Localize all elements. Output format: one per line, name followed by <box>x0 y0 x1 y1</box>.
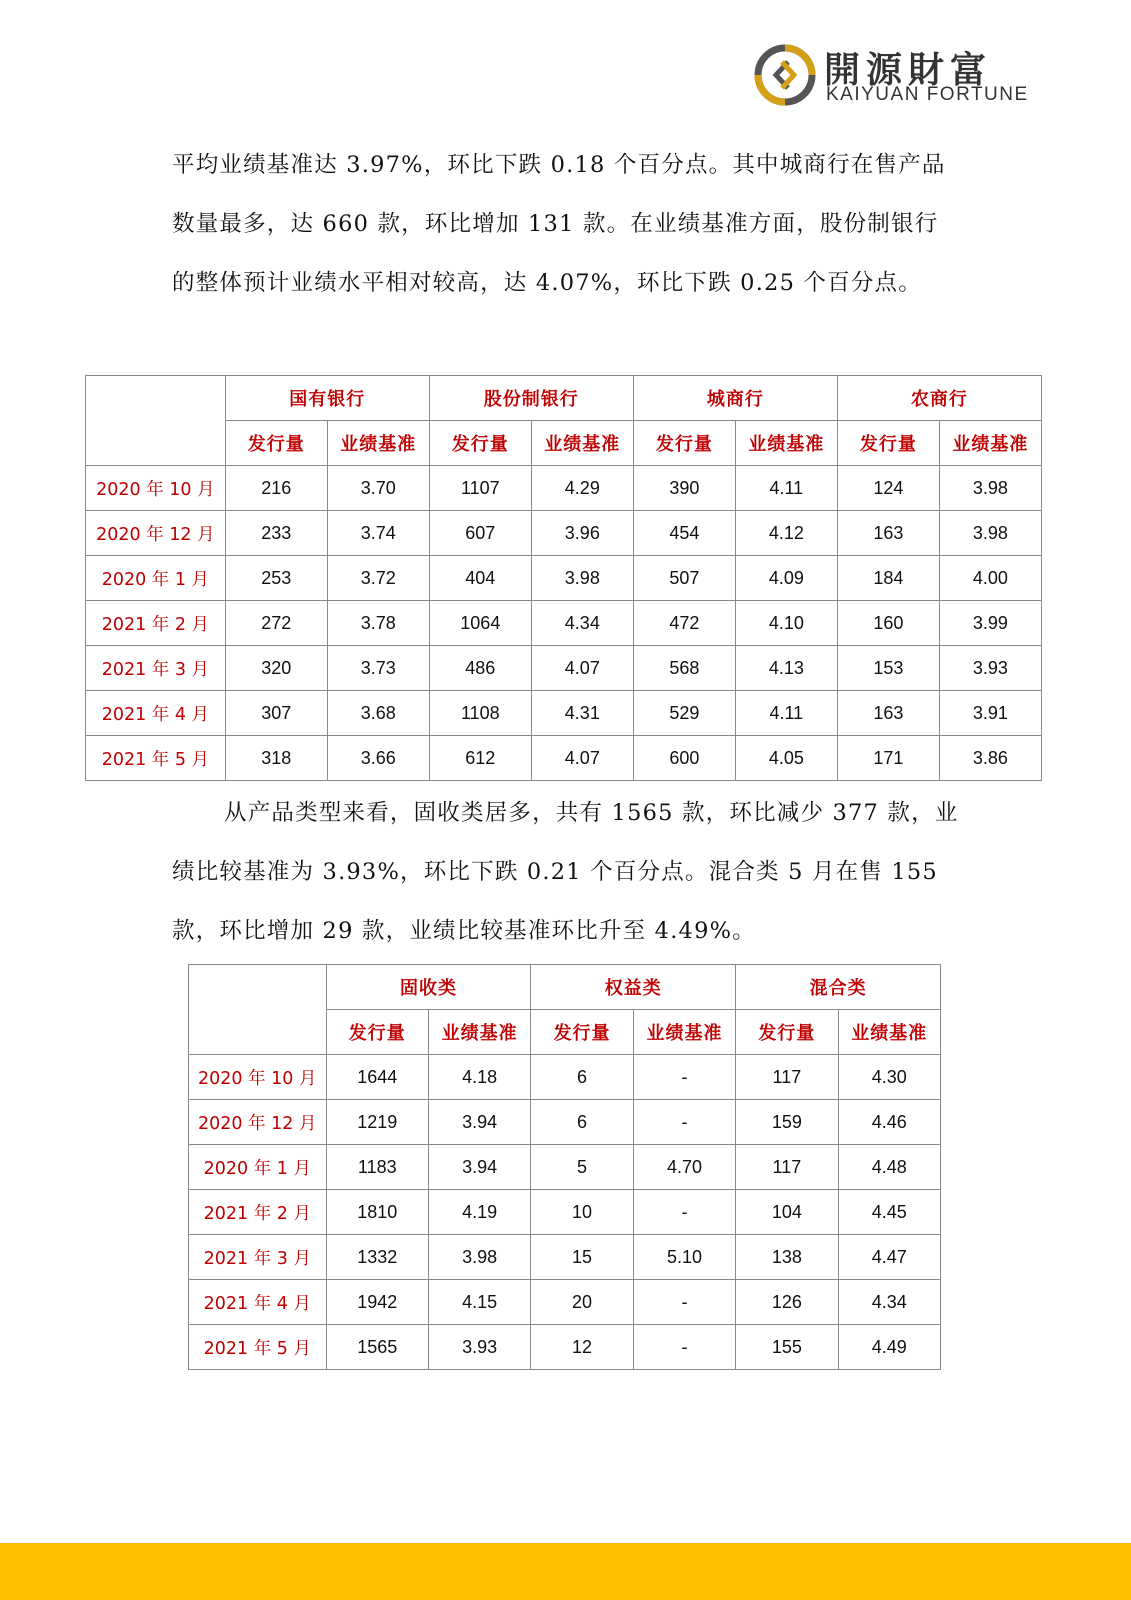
table-cell: 3.70 <box>327 466 429 511</box>
table-subheader-row <box>86 421 1042 466</box>
table-cell: 233 <box>225 511 327 556</box>
table-cell: 1644 <box>326 1055 428 1100</box>
table-group-header: 混合类 <box>736 965 941 1010</box>
table-cell: - <box>633 1055 735 1100</box>
table-subheader: 业绩基准 <box>735 421 837 466</box>
table-cell: 3.94 <box>428 1100 530 1145</box>
brand-logo <box>752 42 1042 112</box>
table-cell: 3.74 <box>327 511 429 556</box>
table-cell: 4.18 <box>428 1055 530 1100</box>
table-cell: 184 <box>837 556 939 601</box>
table-cell: 3.94 <box>428 1145 530 1190</box>
table-subheader: 发行量 <box>633 421 735 466</box>
table-body <box>86 466 1042 781</box>
table-subheader: 发行量 <box>531 1010 633 1055</box>
table-group-header: 股份制银行 <box>429 376 633 421</box>
row-date-label: 2021 年 3 月 <box>86 646 226 691</box>
table-cell: 1064 <box>429 601 531 646</box>
table-cell: 4.15 <box>428 1280 530 1325</box>
table-cell: 5 <box>531 1145 633 1190</box>
table-row <box>86 466 1042 511</box>
row-date-label: 2020 年 1 月 <box>189 1145 327 1190</box>
table-cell: 472 <box>633 601 735 646</box>
table-cell: 1942 <box>326 1280 428 1325</box>
table-row <box>86 556 1042 601</box>
table-cell: 3.73 <box>327 646 429 691</box>
table-cell: 6 <box>531 1055 633 1100</box>
table-cell: 1219 <box>326 1100 428 1145</box>
row-date-label: 2020 年 1 月 <box>86 556 226 601</box>
table-cell: - <box>633 1325 735 1370</box>
table-cell: 171 <box>837 736 939 781</box>
table-cell: 126 <box>736 1280 838 1325</box>
table-cell: 159 <box>736 1100 838 1145</box>
table-corner-cell <box>189 965 327 1055</box>
table-cell: 607 <box>429 511 531 556</box>
row-date-label: 2021 年 2 月 <box>86 601 226 646</box>
table-cell: 4.07 <box>531 646 633 691</box>
row-date-label: 2021 年 4 月 <box>189 1280 327 1325</box>
row-date-label: 2020 年 10 月 <box>86 466 226 511</box>
row-date-label: 2021 年 4 月 <box>86 691 226 736</box>
table-cell: 253 <box>225 556 327 601</box>
table-row <box>86 691 1042 736</box>
table-cell: 4.00 <box>939 556 1041 601</box>
table-cell: 600 <box>633 736 735 781</box>
table-cell: 155 <box>736 1325 838 1370</box>
table-cell: 4.29 <box>531 466 633 511</box>
kaiyuan-logo-icon <box>752 42 818 108</box>
table-subheader: 发行量 <box>837 421 939 466</box>
row-date-label: 2021 年 3 月 <box>189 1235 327 1280</box>
table-cell: 1183 <box>326 1145 428 1190</box>
table-cell: 4.46 <box>838 1100 940 1145</box>
table-cell: 404 <box>429 556 531 601</box>
table-group-header: 固收类 <box>326 965 531 1010</box>
table-cell: 4.45 <box>838 1190 940 1235</box>
table-row <box>189 1280 941 1325</box>
table-row <box>189 1145 941 1190</box>
table-cell: 4.31 <box>531 691 633 736</box>
table-cell: 4.34 <box>531 601 633 646</box>
table-subheader: 业绩基准 <box>531 421 633 466</box>
table-cell: 4.47 <box>838 1235 940 1280</box>
table-group-header: 农商行 <box>837 376 1041 421</box>
table-subheader: 发行量 <box>736 1010 838 1055</box>
table-cell: 3.98 <box>531 556 633 601</box>
table-cell: 4.11 <box>735 466 837 511</box>
table-cell: 4.11 <box>735 691 837 736</box>
table-cell: 3.98 <box>428 1235 530 1280</box>
table-cell: 272 <box>225 601 327 646</box>
table-subheader: 业绩基准 <box>633 1010 735 1055</box>
table-cell: 454 <box>633 511 735 556</box>
table-cell: 3.98 <box>939 466 1041 511</box>
table-row <box>189 1190 941 1235</box>
table-subheader: 发行量 <box>429 421 531 466</box>
brand-name-cn: 開源財富 <box>824 50 993 91</box>
table-cell: 4.19 <box>428 1190 530 1235</box>
table-cell: - <box>633 1190 735 1235</box>
table-cell: 507 <box>633 556 735 601</box>
row-date-label: 2020 年 12 月 <box>86 511 226 556</box>
table-cell: 1810 <box>326 1190 428 1235</box>
row-date-label: 2021 年 2 月 <box>189 1190 327 1235</box>
row-date-label: 2020 年 12 月 <box>189 1100 327 1145</box>
table-group-header-row <box>86 376 1042 421</box>
table-cell: 568 <box>633 646 735 691</box>
paragraph-bank-summary: 平均业绩基准达 3.97%，环比下跌 0.18 个百分点。其中城商行在售产品数量最多，达 660 款，环比增加 131 款。在业绩基准方面，股份制银行的整体预计业绩水平相对较高，达 4.07%，环比下跌 0.25 个百分点。 <box>172 152 946 296</box>
table-cell: 486 <box>429 646 531 691</box>
table-row <box>86 736 1042 781</box>
table-cell: 3.78 <box>327 601 429 646</box>
table-cell: 160 <box>837 601 939 646</box>
table-cell: 1107 <box>429 466 531 511</box>
table-corner-cell <box>86 376 226 466</box>
footer-bar <box>0 1543 1131 1600</box>
table-cell: 10 <box>531 1190 633 1235</box>
table-cell: 4.10 <box>735 601 837 646</box>
table-cell: 3.99 <box>939 601 1041 646</box>
table-subheader: 业绩基准 <box>327 421 429 466</box>
table-cell: 3.96 <box>531 511 633 556</box>
table-cell: 163 <box>837 691 939 736</box>
table-cell: 612 <box>429 736 531 781</box>
table-cell: 1108 <box>429 691 531 736</box>
row-date-label: 2020 年 10 月 <box>189 1055 327 1100</box>
table-cell: 3.68 <box>327 691 429 736</box>
table-group-header: 城商行 <box>633 376 837 421</box>
table-cell: 138 <box>736 1235 838 1280</box>
table-cell: 4.07 <box>531 736 633 781</box>
bank-type-table <box>85 375 1042 781</box>
table-subheader: 业绩基准 <box>939 421 1041 466</box>
table-cell: 216 <box>225 466 327 511</box>
table-cell: 4.12 <box>735 511 837 556</box>
table-row <box>189 1100 941 1145</box>
table-cell: 320 <box>225 646 327 691</box>
table-cell: 307 <box>225 691 327 736</box>
table-cell: 12 <box>531 1325 633 1370</box>
table-cell: 104 <box>736 1190 838 1235</box>
table-cell: 153 <box>837 646 939 691</box>
table-row <box>86 601 1042 646</box>
table-cell: 6 <box>531 1100 633 1145</box>
table-row <box>189 1325 941 1370</box>
table-cell: 3.98 <box>939 511 1041 556</box>
table-cell: 1565 <box>326 1325 428 1370</box>
table-subheader: 业绩基准 <box>428 1010 530 1055</box>
table-cell: 117 <box>736 1055 838 1100</box>
table-cell: 4.05 <box>735 736 837 781</box>
table-cell: 117 <box>736 1145 838 1190</box>
table-cell: - <box>633 1100 735 1145</box>
table-cell: 3.93 <box>428 1325 530 1370</box>
table-cell: 4.30 <box>838 1055 940 1100</box>
table-cell: 1332 <box>326 1235 428 1280</box>
table-row <box>189 1055 941 1100</box>
table-subheader: 发行量 <box>326 1010 428 1055</box>
table-cell: - <box>633 1280 735 1325</box>
brand-name-en: KAIYUAN FORTUNE <box>826 84 1029 105</box>
row-date-label: 2021 年 5 月 <box>86 736 226 781</box>
table-row <box>86 511 1042 556</box>
table-cell: 3.86 <box>939 736 1041 781</box>
paragraph-product-type-summary: 从产品类型来看，固收类居多，共有 1565 款，环比减少 377 款，业绩比较基准为 3.93%，环比下跌 0.21 个百分点。混合类 5 月在售 155 款，环比增加 29 款，业绩比较基准环比升至 4.49%。 <box>172 800 959 944</box>
table-group-header-row <box>189 965 941 1010</box>
table-row <box>189 1235 941 1280</box>
table-cell: 4.09 <box>735 556 837 601</box>
table-body <box>189 1055 941 1370</box>
table-cell: 15 <box>531 1235 633 1280</box>
table-cell: 4.13 <box>735 646 837 691</box>
table-cell: 4.48 <box>838 1145 940 1190</box>
table-subheader: 发行量 <box>225 421 327 466</box>
table-cell: 3.66 <box>327 736 429 781</box>
table-row <box>86 646 1042 691</box>
table-cell: 4.49 <box>838 1325 940 1370</box>
row-date-label: 2021 年 5 月 <box>189 1325 327 1370</box>
table-cell: 390 <box>633 466 735 511</box>
table-group-header: 权益类 <box>531 965 736 1010</box>
table-group-header: 国有银行 <box>225 376 429 421</box>
table-cell: 529 <box>633 691 735 736</box>
table-cell: 3.72 <box>327 556 429 601</box>
table-cell: 4.70 <box>633 1145 735 1190</box>
table-cell: 318 <box>225 736 327 781</box>
table-subheader: 业绩基准 <box>838 1010 940 1055</box>
table-cell: 124 <box>837 466 939 511</box>
table-cell: 3.93 <box>939 646 1041 691</box>
product-type-table <box>188 964 941 1370</box>
table-cell: 4.34 <box>838 1280 940 1325</box>
table-cell: 3.91 <box>939 691 1041 736</box>
table-cell: 20 <box>531 1280 633 1325</box>
table-cell: 5.10 <box>633 1235 735 1280</box>
table-cell: 163 <box>837 511 939 556</box>
